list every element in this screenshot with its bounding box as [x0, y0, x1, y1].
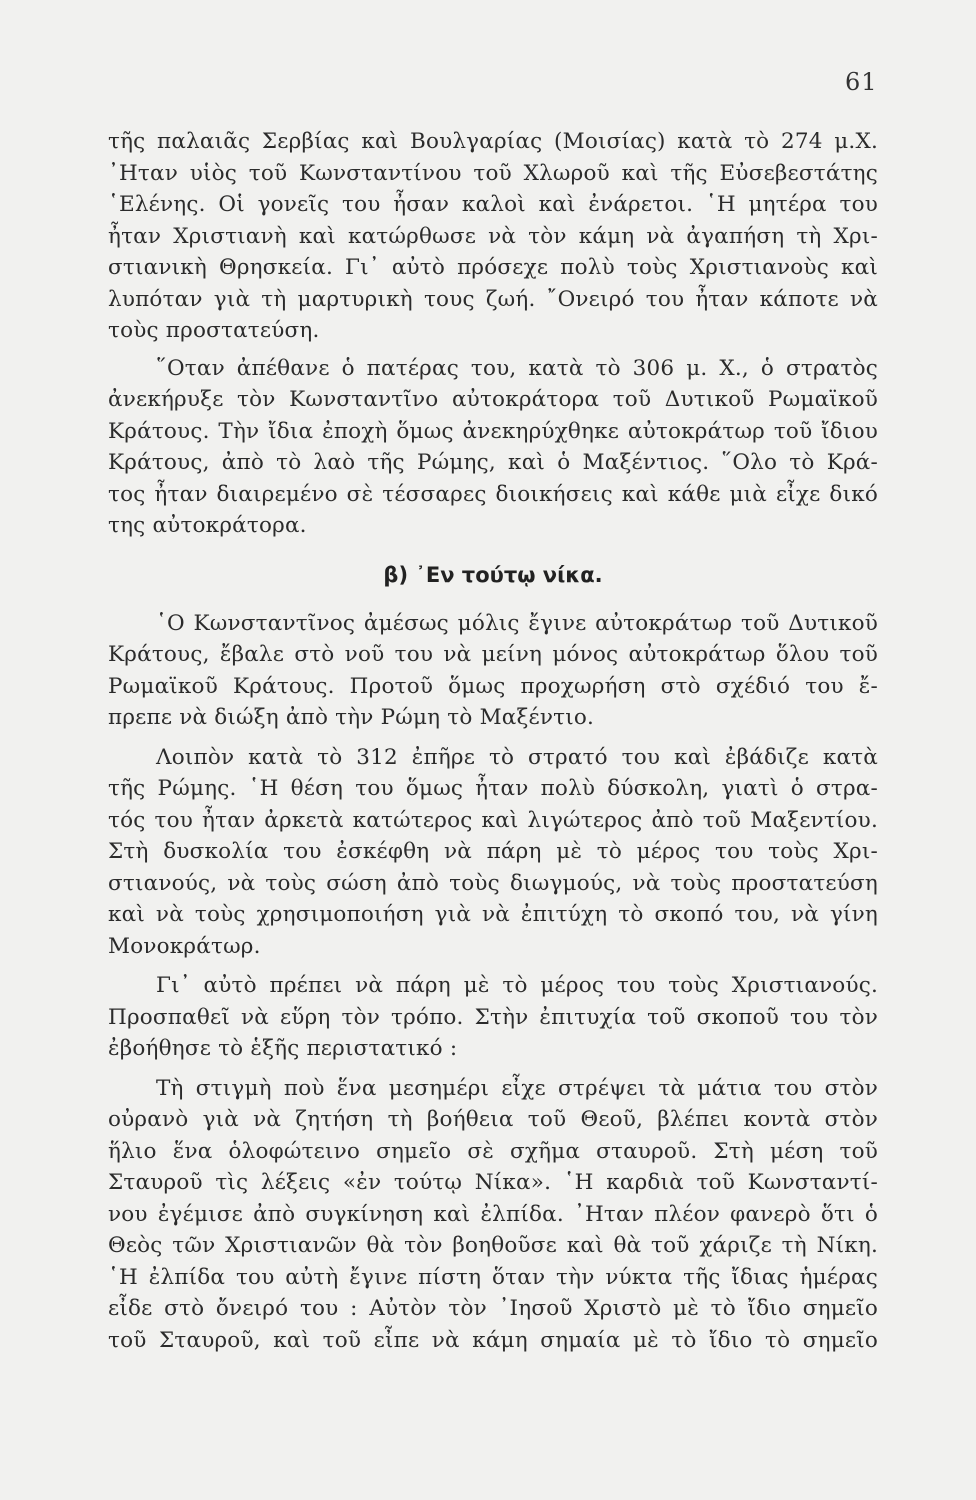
text-line: Λοιπὸν κατὰ τὸ 312 ἐπῆρε τὸ στρατό του καὶ ἐβάδιζε κατὰ — [156, 744, 878, 770]
text-line: στιανούς, νὰ τοὺς σώση ἀπὸ τοὺς διωγμούς, νὰ τοὺς προστατεύση — [108, 870, 878, 896]
text-line: ῾Ελένης. Οἱ γονεῖς του ἦσαν καλοὶ καὶ ἐνάρετοι. ῾Η μητέρα του — [108, 192, 878, 217]
text-line: τῆς παλαιᾶς Σερβίας καὶ Βουλγαρίας (Μοισίας) κατὰ τὸ 274 μ.Χ. — [108, 129, 878, 154]
text-line: τος ἦταν διαιρεμένο σὲ τέσσαρες διοικήσεις καὶ κάθε μιὰ εἶχε δικό — [108, 481, 878, 507]
text-line: ῾Η ἐλπίδα του αὐτὴ ἔγινε πίστη ὅταν τὴν νύκτα τῆς ἴδιας ἡμέρας — [108, 1264, 878, 1290]
text-line: Σταυροῦ τὶς λέξεις «ἐν τούτῳ Νίκα». ῾Η καρδιὰ τοῦ Κωνσταντί- — [108, 1170, 878, 1195]
text-line: οὐρανὸ γιὰ νὰ ζητήση τὴ βοήθεια τοῦ Θεοῦ, βλέπει κοντὰ στὸν — [108, 1107, 878, 1132]
text-line: ἀνεκήρυξε τὸν Κωνσταντῖνο αὐτοκράτορα τοῦ Δυτικοῦ Ρωμαϊκοῦ — [108, 387, 878, 412]
paragraph — [108, 126, 878, 347]
text-line: Θεὸς τῶν Χριστιανῶν θὰ τὸν βοηθοῦσε καὶ θὰ τοῦ χάριζε τὴ Νίκη. — [108, 1233, 878, 1258]
text-line: Κράτους, ἀπὸ τὸ λαὸ τῆς Ρώμης, καὶ ὁ Μαξέντιος. ῞Ολο τὸ Κρά- — [108, 450, 878, 475]
text-line: εἶδε στὸ ὄνειρό του : Αὐτὸν τὸν ᾿Ιησοῦ Χριστὸ μὲ τὸ ἴδιο σημεῖο — [108, 1296, 878, 1321]
text-line: ἦταν Χριστιανὴ καὶ κατώρθωσε νὰ τὸν κάμη νὰ ἀγαπήση τὴ Χρι- — [108, 223, 878, 249]
text-line: ἐβοήθησε τὸ ἑξῆς περιστατικό : — [108, 1036, 458, 1061]
text-line: Κράτους, ἔβαλε στὸ νοῦ του νὰ μείνη μόνος αὐτοκράτωρ ὅλου τοῦ — [108, 642, 878, 667]
text-line: Ρωμαϊκοῦ Κράτους. Προτοῦ ὅμως προχωρήση στὸ σχέδιό του ἔ- — [108, 673, 878, 699]
text-line: ᾿Ηταν υἱὸς τοῦ Κωνσταντίνου τοῦ Χλωροῦ καὶ τῆς Εὐσεβεστάτης — [108, 160, 878, 186]
paragraph — [108, 608, 878, 734]
text-line: Γι᾿ αὐτὸ πρέπει νὰ πάρη μὲ τὸ μέρος του τοὺς Χριστιανούς. — [156, 973, 878, 998]
text-line: τοὺς προστατεύση. — [108, 318, 320, 343]
text-line: Προσπαθεῖ νὰ εὕρη τὸν τρόπο. Στὴν ἐπιτυχία τοῦ σκοποῦ του τὸν — [108, 1004, 878, 1030]
text-line: τός του ἦταν ἀρκετὰ κατώτερος καὶ λιγώτερος ἀπὸ τοῦ Μαξεντίου. — [108, 807, 878, 833]
paragraph — [108, 970, 878, 1065]
text-line: καὶ νὰ τοὺς χρησιμοποιήση γιὰ νὰ ἐπιτύχη τὸ σκοπό του, νὰ γίνη — [108, 902, 878, 927]
text-line: νου ἐγέμισε ἀπὸ συγκίνηση καὶ ἐλπίδα. ᾿Ηταν πλέον φανερὸ ὅτι ὁ — [108, 1201, 878, 1227]
paragraph — [108, 742, 878, 963]
page-number: 61 — [845, 68, 878, 96]
text-line: πρεπε νὰ διώξη ἀπὸ τὴν Ρώμη τὸ Μαξέντιο. — [108, 705, 595, 730]
text-line: Κράτους. Τὴν ἴδια ἐποχὴ ὅμως ἀνεκηρύχθηκε αὐτοκράτωρ τοῦ ἴδιου — [108, 418, 878, 444]
body-text — [108, 126, 878, 1356]
text-line: Τὴ στιγμὴ ποὺ ἕνα μεσημέρι εἶχε στρέψει τὰ μάτια του στὸν — [156, 1075, 878, 1101]
paragraph — [108, 1073, 878, 1357]
text-line: ῞Οταν ἀπέθανε ὁ πατέρας του, κατὰ τὸ 306 μ. Χ., ὁ στρατὸς — [156, 355, 878, 381]
text-line: Μονοκράτωρ. — [108, 933, 261, 959]
text-line: τοῦ Σταυροῦ, καὶ τοῦ εἶπε νὰ κάμη σημαία μὲ τὸ ἴδιο τὸ σημεῖο — [108, 1327, 878, 1353]
text-line: της αὐτοκράτορα. — [108, 513, 307, 538]
section-heading: β) ᾿Εν τούτῳ νίκα. — [383, 562, 603, 587]
paragraph — [108, 353, 878, 542]
text-line: στιανικὴ Θρησκεία. Γι᾿ αὐτὸ πρόσεχε πολὺ τοὺς Χριστιανοὺς καὶ — [108, 255, 878, 280]
text-line: ῾Ο Κωνσταντῖνος ἀμέσως μόλις ἔγινε αὐτοκράτωρ τοῦ Δυτικοῦ — [156, 610, 878, 636]
text-line: Στὴ δυσκολία του ἐσκέφθη νὰ πάρη μὲ τὸ μέρος του τοὺς Χρι- — [108, 839, 878, 864]
text-line: ἥλιο ἕνα ὁλοφώτεινο σημεῖο σὲ σχῆμα σταυροῦ. Στὴ μέση τοῦ — [108, 1138, 878, 1164]
text-line: τῆς Ρώμης. ῾Η θέση του ὅμως ἦταν πολὺ δύσκολη, γιατὶ ὁ στρα- — [108, 776, 878, 801]
text-line: λυπόταν γιὰ τὴ μαρτυρικὴ τους ζωή. ῎Ονειρό του ἦταν κάποτε νὰ — [108, 286, 878, 312]
